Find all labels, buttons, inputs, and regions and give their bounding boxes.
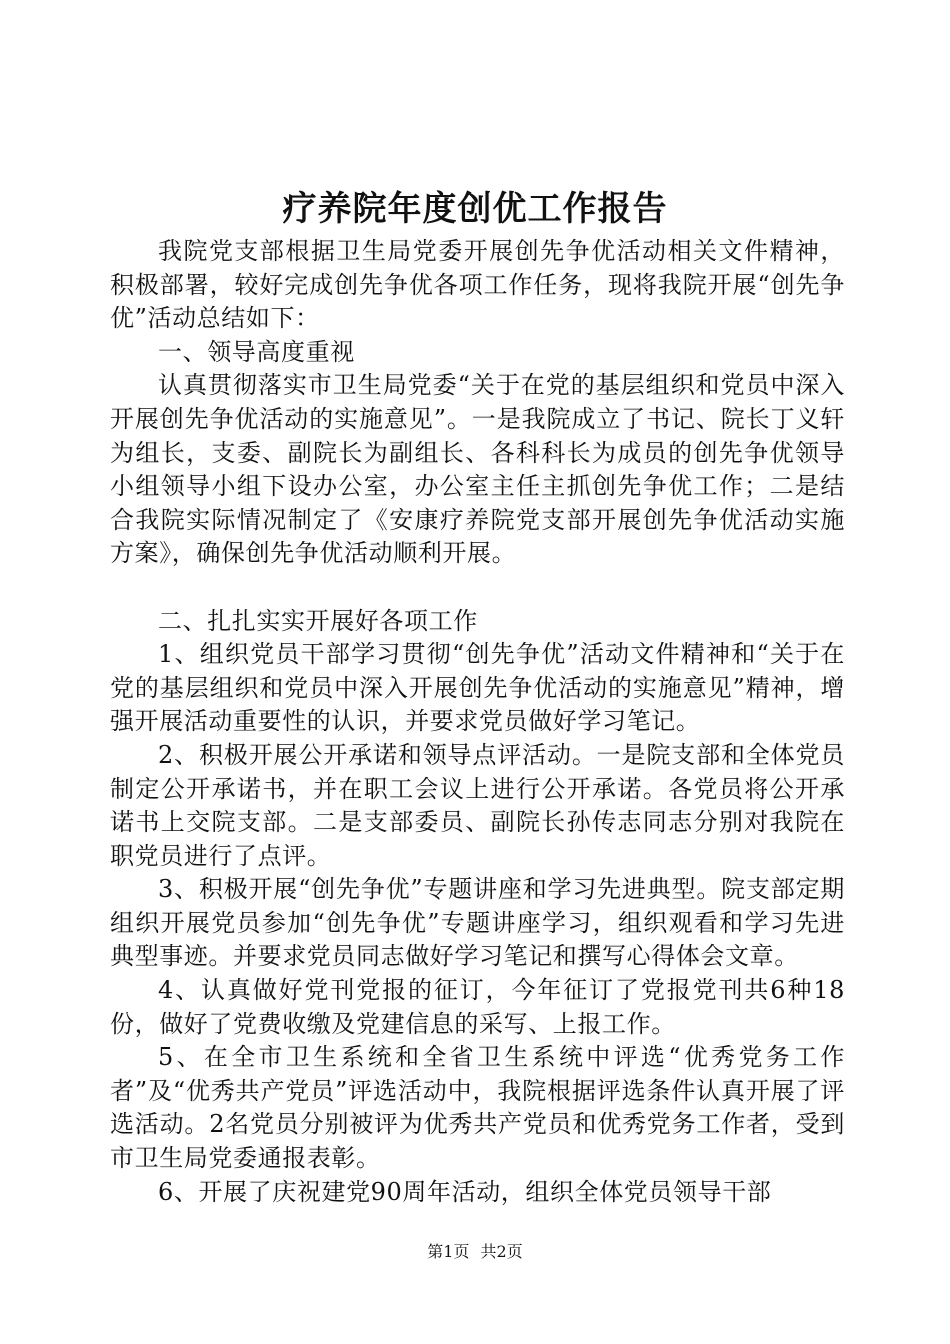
page-number: 第1页 xyxy=(427,1242,470,1261)
section-1-paragraph: 认真贯彻落实市卫生局党委“关于在党的基层组织和党员中深入开展创先争优活动的实施意见”。一是我院成立了书记、院长丁义轩为组长，支委、副院长为副组长、各科科长为成员的创先争优领导小组领导小组下设办公室，办公室主任主抓创先争优工作；二是结合我院实际情况制定了《安康疗养院党支部开展创先争优活动实施方案》，确保创先争优活动顺利开展。 xyxy=(110,371,845,568)
paragraph-spacer xyxy=(110,571,845,605)
page-total: 共2页 xyxy=(480,1242,523,1261)
intro-paragraph: 我院党支部根据卫生局党委开展创先争优活动相关文件精神，积极部署，较好完成创先争优各项工作任务，现将我院开展“创先争优”活动总结如下： xyxy=(110,237,845,333)
item-5-paragraph: 5、在全市卫生系统和全省卫生系统中评选“优秀党务工作者”及“优秀共产党员”评选活动中，我院根据评选条件认真开展了评选活动。2名党员分别被评为优秀共产党员和优秀党务工作者，受到市卫生局党委通报表彰。 xyxy=(110,1043,845,1173)
section-heading-2: 二、扎扎实实开展好各项工作 xyxy=(158,606,478,635)
document-body xyxy=(110,235,845,1209)
page-footer xyxy=(0,1241,950,1263)
item-6-paragraph: 6、开展了庆祝建党90周年活动，组织全体党员领导干部 xyxy=(158,1177,772,1206)
item-3-paragraph: 3、积极开展“创先争优”专题讲座和学习先进典型。院支部定期组织开展党员参加“创先争优”专题讲座学习，组织观看和学习先进典型事迹。并要求党员同志做好学习笔记和撰写心得体会文章。 xyxy=(110,875,845,971)
item-2-paragraph: 2、积极开展公开承诺和领导点评活动。一是院支部和全体党员制定公开承诺书，并在职工会议上进行公开承诺。各党员将公开承诺书上交院支部。二是支部委员、副院长孙传志同志分别对我院在职党员进行了点评。 xyxy=(110,740,845,870)
item-4-paragraph: 4、认真做好党刊党报的征订，今年征订了党报党刊共6种18份，做好了党费收缴及党建信息的采写、上报工作。 xyxy=(110,976,845,1038)
item-1-paragraph: 1、组织党员干部学习贯彻“创先争优”活动文件精神和“关于在党的基层组织和党员中深入开展创先争优活动的实施意见”精神，增强开展活动重要性的认识，并要求党员做好学习笔记。 xyxy=(110,640,845,736)
section-heading-1: 一、领导高度重视 xyxy=(158,337,355,366)
document-title: 疗养院年度创优工作报告 xyxy=(282,189,668,229)
